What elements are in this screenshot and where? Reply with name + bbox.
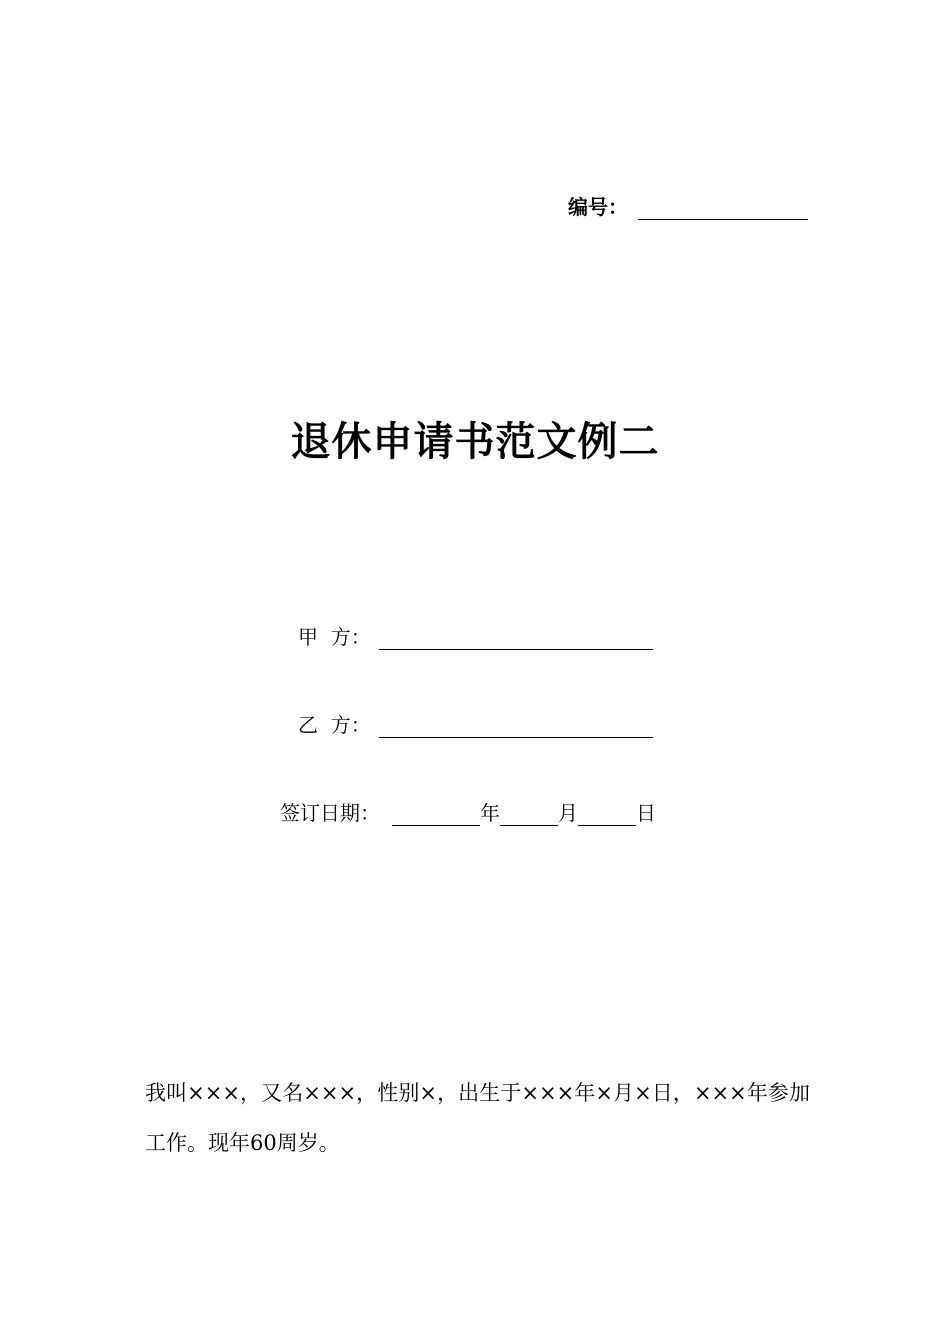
document-title: 退休申请书范文例二 — [290, 419, 660, 465]
body-paragraph: 我叫×××，又名×××，性别×，出生于×××年×月×日，×××年参加工作。现年60周岁。 — [145, 1081, 810, 1155]
document-number-row — [568, 190, 808, 220]
signing-year-blank[interactable] — [392, 805, 480, 826]
party-a-blank[interactable] — [379, 631, 653, 650]
signing-date-row — [280, 796, 656, 826]
party-b-blank[interactable] — [379, 719, 653, 738]
document-number-blank[interactable] — [638, 197, 808, 220]
signing-day-blank[interactable] — [578, 805, 636, 826]
signing-month-blank[interactable] — [500, 805, 558, 826]
party-a-label: 甲 方： — [298, 625, 371, 649]
signing-day-label: 日 — [636, 801, 656, 825]
party-b-row — [298, 708, 653, 738]
signing-month-label: 月 — [558, 801, 578, 825]
signing-year-label: 年 — [480, 801, 500, 825]
signing-date-label: 签订日期： — [280, 801, 380, 825]
document-number-label: 编号： — [568, 195, 628, 219]
party-b-label: 乙 方： — [298, 713, 371, 737]
party-a-row — [298, 620, 653, 650]
